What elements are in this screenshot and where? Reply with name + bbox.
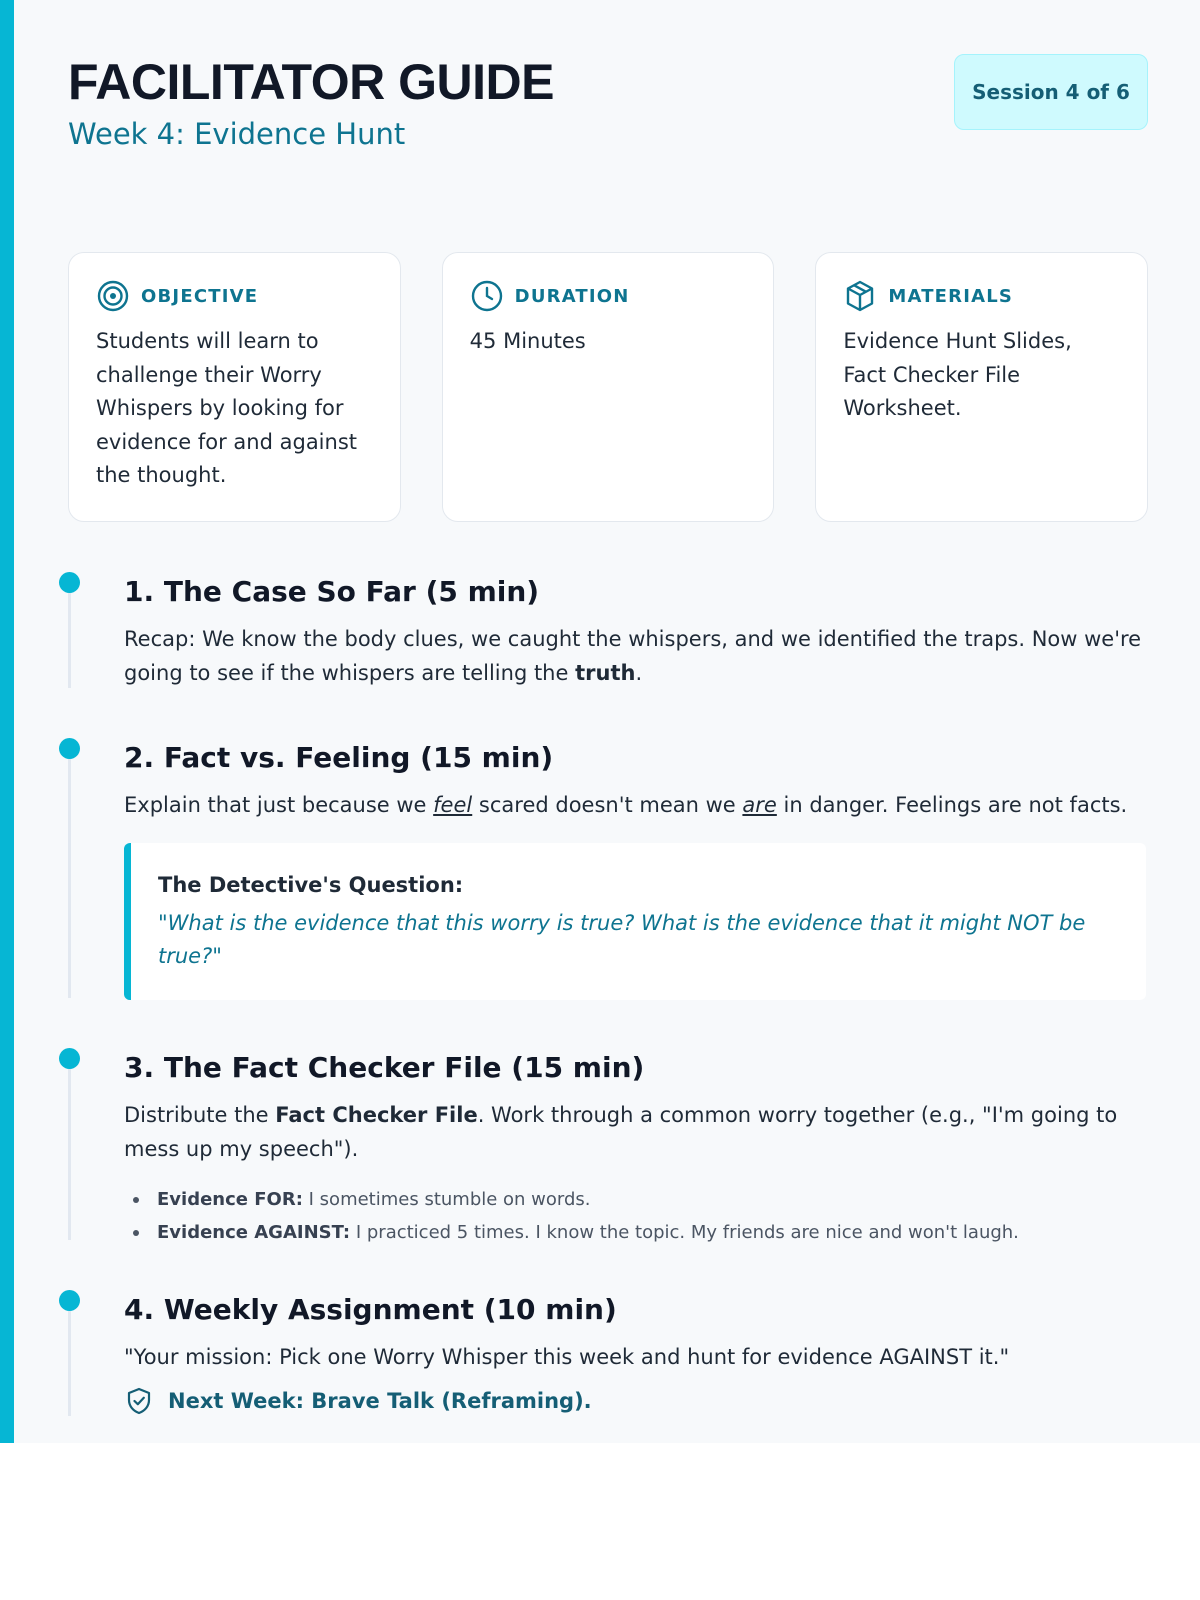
objective-card bbox=[68, 252, 401, 522]
card-text: Evidence Hunt Slides, Fact Checker File Worksheet. bbox=[843, 329, 1072, 420]
next-week-label: Next Week: Brave Talk (Reframing). bbox=[168, 1388, 592, 1413]
timeline-line bbox=[68, 1068, 71, 1240]
timeline-line bbox=[68, 758, 71, 998]
step-title: 3. The Fact Checker File (15 min) bbox=[124, 1051, 645, 1084]
card-label: MATERIALS bbox=[888, 285, 1014, 307]
card-label: OBJECTIVE bbox=[141, 285, 259, 307]
step-title: 1. The Case So Far (5 min) bbox=[124, 575, 540, 608]
info-cards bbox=[68, 252, 1148, 522]
card-text: 45 Minutes bbox=[469, 329, 586, 353]
step-weekly-assignment bbox=[68, 1290, 1148, 1416]
step-fact-vs-feeling bbox=[68, 738, 1148, 998]
step-text: Distribute the Fact Checker File. Work through a common worry together (e.g., "I'm going to mess up my speech"). bbox=[124, 1103, 1118, 1161]
step-title: 2. Fact vs. Feeling (15 min) bbox=[124, 741, 554, 774]
detective-question-callout bbox=[124, 843, 1146, 1000]
duration-card bbox=[442, 252, 775, 522]
package-icon bbox=[843, 279, 877, 313]
materials-card bbox=[815, 252, 1148, 522]
step-case-so-far bbox=[68, 572, 1148, 688]
callout-title: The Detective's Question: bbox=[158, 872, 464, 897]
evidence-list bbox=[124, 1183, 1148, 1249]
target-icon bbox=[96, 279, 130, 313]
timeline-dot bbox=[59, 572, 80, 593]
step-fact-checker-file bbox=[68, 1048, 1148, 1243]
session-badge: Session 4 of 6 bbox=[954, 54, 1148, 130]
card-label: DURATION bbox=[514, 285, 630, 307]
timeline-line bbox=[68, 1310, 71, 1416]
page-title: FACILITATOR GUIDE bbox=[68, 54, 554, 110]
lesson-timeline bbox=[68, 572, 1148, 1416]
card-text: Students will learn to challenge their Worry Whispers by looking for evidence for and against the thought. bbox=[96, 329, 358, 487]
timeline-line bbox=[68, 592, 71, 688]
clock-icon bbox=[470, 279, 504, 313]
list-item: Evidence FOR: I sometimes stumble on words. bbox=[124, 1183, 1148, 1216]
timeline-dot bbox=[59, 1290, 80, 1311]
step-text: Recap: We know the body clues, we caught the whispers, and we identified the traps. Now we're going to see if the whispers are telling the truth. bbox=[124, 627, 1142, 685]
list-item: Evidence AGAINST: I practiced 5 times. I know the topic. My friends are nice and won't laugh. bbox=[124, 1216, 1148, 1249]
step-title: 4. Weekly Assignment (10 min) bbox=[124, 1293, 617, 1326]
header bbox=[68, 52, 1148, 172]
callout-quote: "What is the evidence that this worry is true? What is the evidence that it might NOT be true?" bbox=[158, 910, 1086, 968]
timeline-dot bbox=[59, 738, 80, 759]
page-subtitle: Week 4: Evidence Hunt bbox=[68, 117, 406, 151]
next-week-note bbox=[124, 1386, 1148, 1416]
step-text: Explain that just because we feel scared doesn't mean we are in danger. Feelings are not facts. bbox=[124, 793, 1128, 817]
timeline-dot bbox=[59, 1048, 80, 1069]
shield-check-icon bbox=[124, 1386, 154, 1416]
step-text: "Your mission: Pick one Worry Whisper this week and hunt for evidence AGAINST it." bbox=[124, 1345, 1010, 1369]
